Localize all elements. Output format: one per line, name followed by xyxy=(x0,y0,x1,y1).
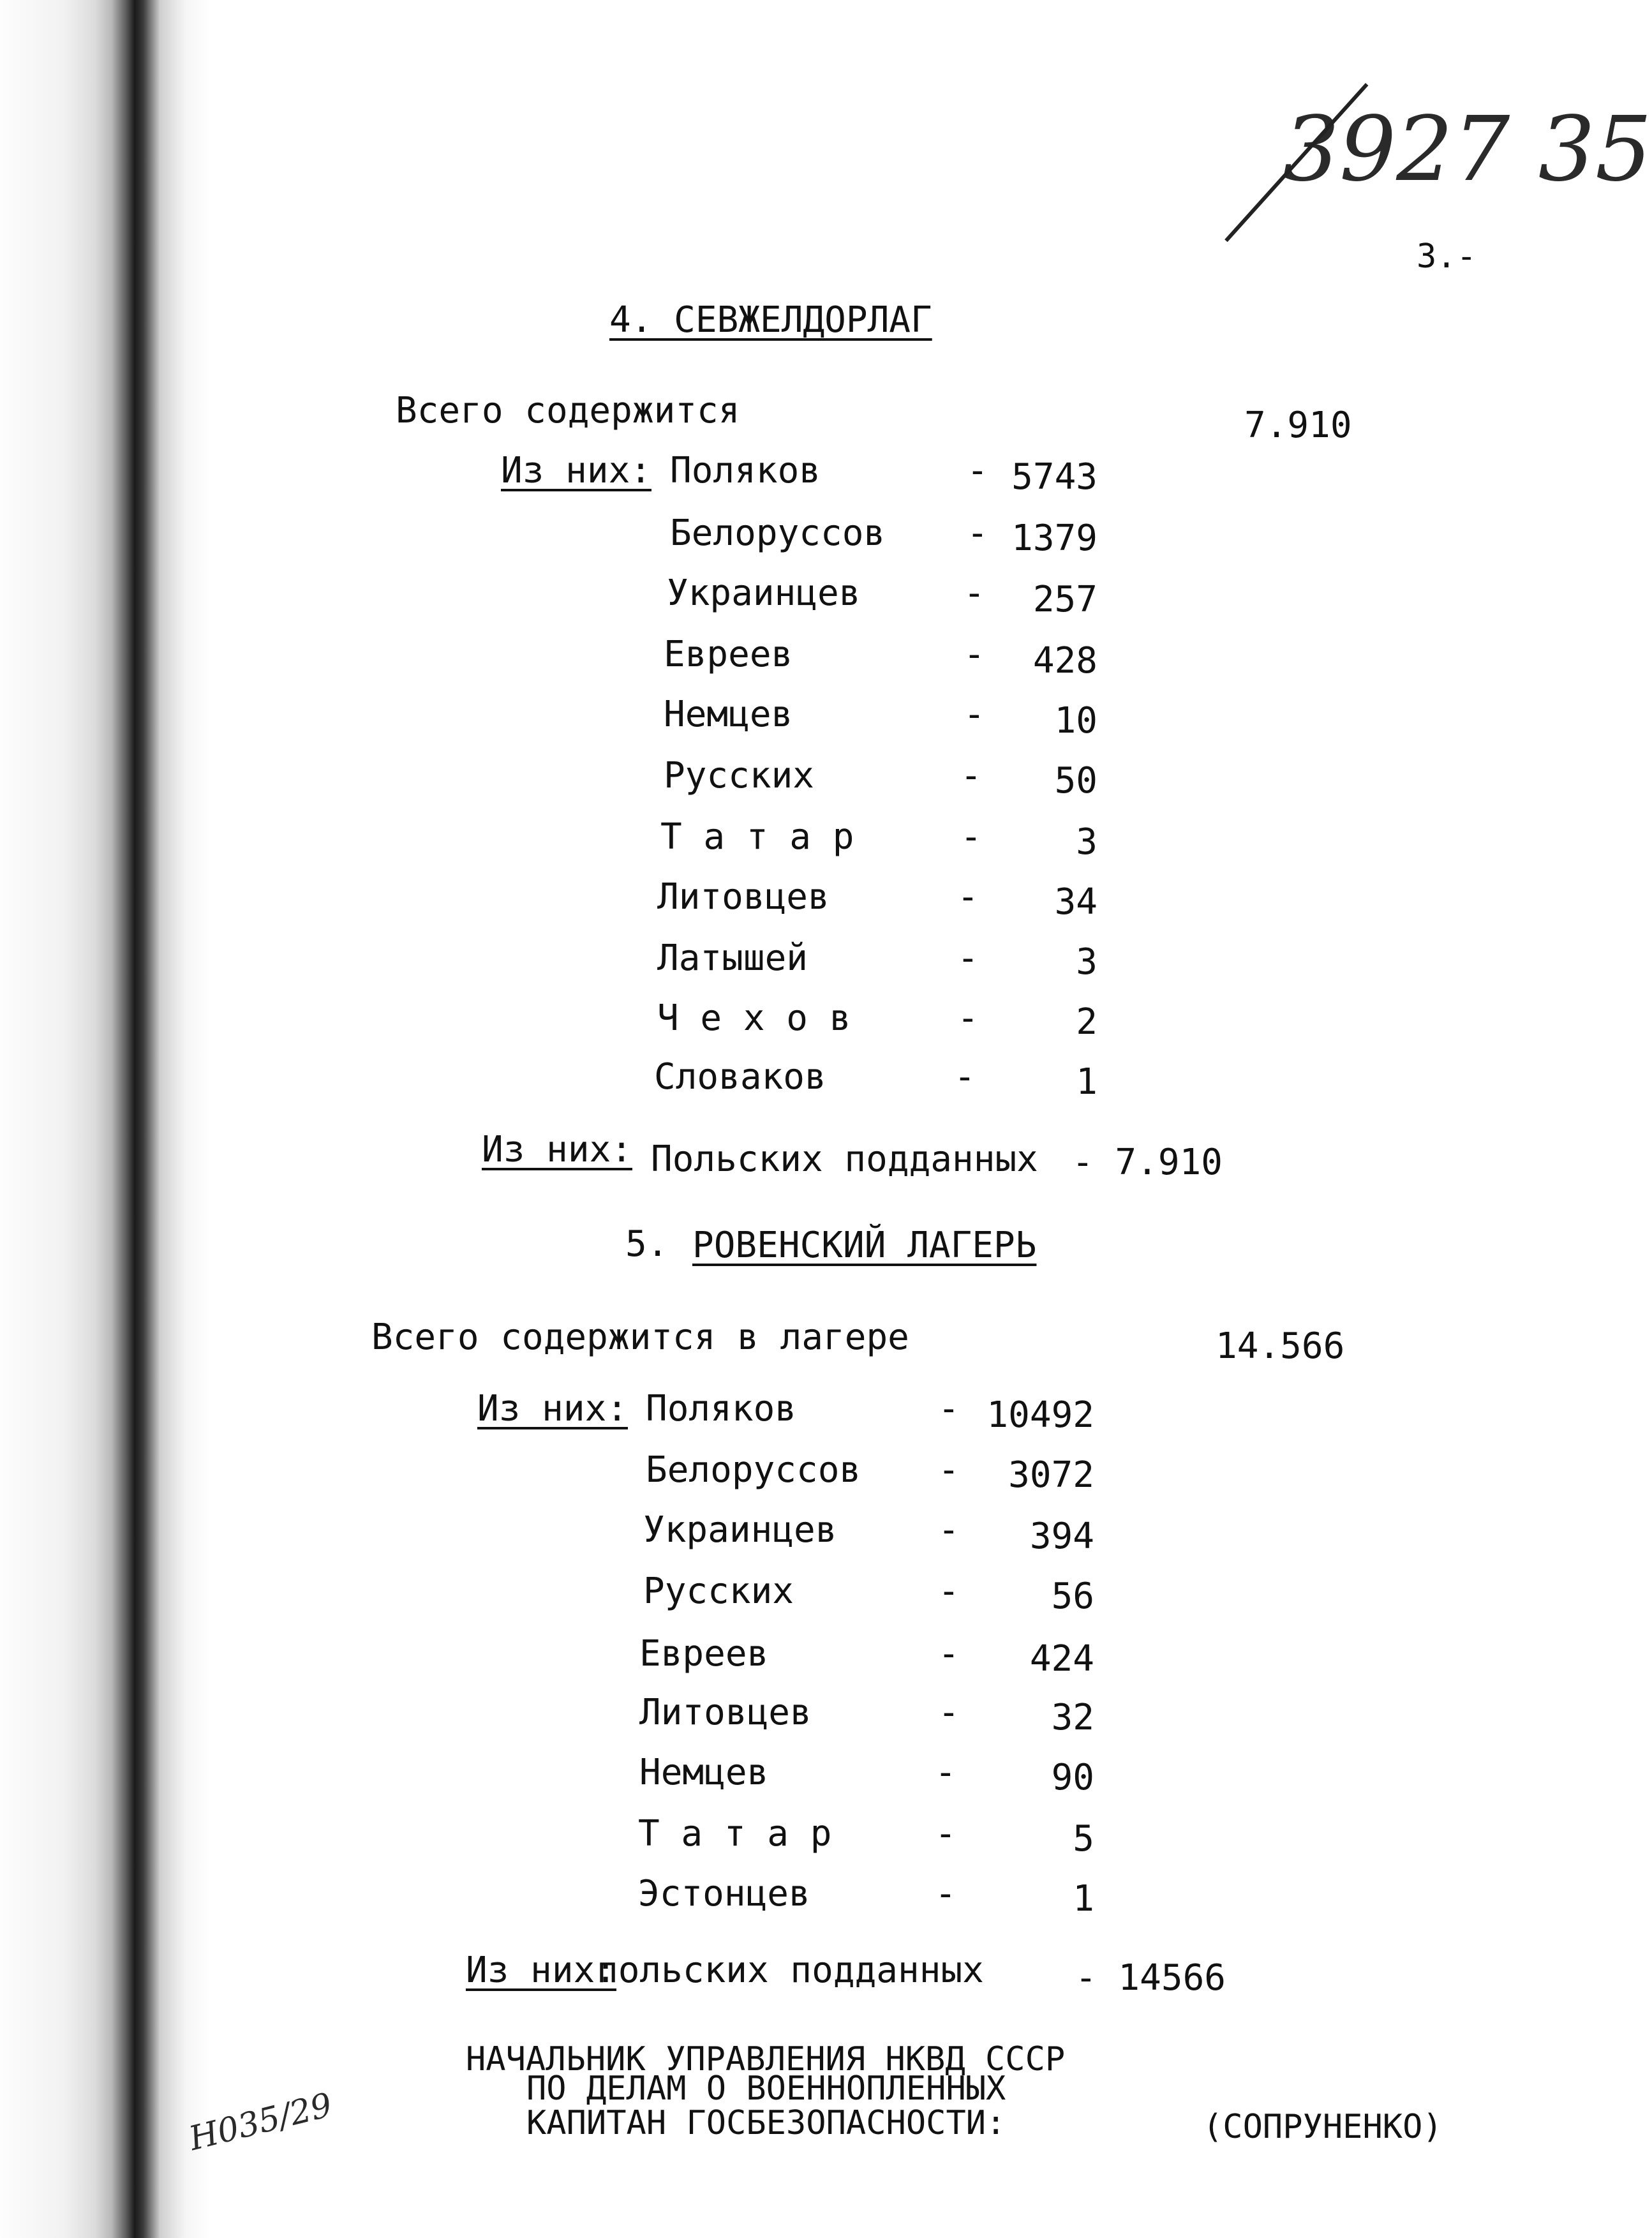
section5-row-dash: - xyxy=(938,1633,960,1675)
section5-row-value: 394 xyxy=(1029,1516,1094,1557)
section5-total-label: Всего содержится в лагере xyxy=(371,1317,909,1358)
section5-row-dash: - xyxy=(935,1752,956,1793)
section5-row-name: Украинцев xyxy=(643,1509,837,1551)
section5-row-name: Белоруссов xyxy=(646,1449,861,1491)
section5-row-dash: - xyxy=(935,1873,956,1914)
section4-row-dash: - xyxy=(964,694,985,735)
section5-row-name: Литовцев xyxy=(639,1692,812,1733)
section4-row-value: 3 xyxy=(1076,941,1098,983)
section4-row-dash: - xyxy=(957,997,979,1039)
section5-breakdown-label: Из них: xyxy=(477,1388,629,1429)
section4-row-value: 1 xyxy=(1076,1061,1098,1103)
section4-row-dash: - xyxy=(957,876,979,918)
section4-row-value: 2 xyxy=(1076,1001,1098,1043)
section5-citizens-value: - 14566 xyxy=(1075,1957,1226,1999)
section5-row-value: 56 xyxy=(1051,1576,1094,1617)
handwritten-footer-note: H035/29 xyxy=(185,2085,336,2159)
section4-row-dash: - xyxy=(964,634,985,675)
section4-total-label: Всего содержится xyxy=(396,390,740,431)
section4-citizens-text: Польских подданных xyxy=(651,1138,1038,1180)
section4-row-name: Ч е х о в xyxy=(657,997,851,1039)
section5-row-name: Поляков xyxy=(646,1388,797,1429)
section4-row-value: 5743 xyxy=(1011,456,1098,498)
page-number: 3.- xyxy=(1417,237,1477,276)
section4-row-name: Словаков xyxy=(654,1056,826,1098)
signature-line-3: КАПИТАН ГОСБЕЗОПАСНОСТИ: xyxy=(526,2104,1006,2142)
section4-heading: 4. СЕВЖЕЛДОРЛАГ xyxy=(609,299,932,341)
section5-row-value: 5 xyxy=(1073,1818,1094,1860)
section4-row-dash: - xyxy=(964,572,985,614)
section5-row-value: 1 xyxy=(1073,1878,1094,1920)
signature-name: (СОПРУНЕНКО) xyxy=(1203,2108,1443,2146)
section4-row-name: Белоруссов xyxy=(670,512,886,554)
section4-row-dash: - xyxy=(967,512,988,554)
section4-row-value: 10 xyxy=(1054,700,1098,742)
section4-row-name: Литовцев xyxy=(657,876,830,918)
section5-row-value: 10492 xyxy=(986,1394,1094,1436)
section5-heading-number: 5. xyxy=(625,1223,669,1265)
section5-row-name: Т а т а р xyxy=(638,1813,832,1854)
signature-line-1: НАЧАЛЬНИК УПРАВЛЕНИЯ НКВД СССР xyxy=(466,2040,1066,2078)
section4-row-name: Русских xyxy=(664,755,815,796)
section4-breakdown-label: Из них: xyxy=(501,450,652,491)
section5-row-name: Евреев xyxy=(639,1633,769,1675)
section4-row-name: Поляков xyxy=(670,450,821,491)
section5-row-dash: - xyxy=(938,1388,960,1429)
section4-citizens-label: Из них: xyxy=(482,1129,633,1170)
section4-row-dash: - xyxy=(960,755,982,796)
section5-row-dash: - xyxy=(938,1509,960,1551)
section5-citizens-label: Из них: xyxy=(466,1950,617,1991)
section4-row-dash: - xyxy=(967,450,988,491)
section4-row-name: Т а т а р xyxy=(660,816,854,858)
section4-row-value: 1379 xyxy=(1011,518,1098,559)
section4-row-value: 34 xyxy=(1054,881,1098,923)
section5-row-name: Эстонцев xyxy=(638,1873,810,1914)
handwritten-folio-number: 3927 35 xyxy=(1283,98,1652,202)
section5-row-name: Немцев xyxy=(639,1752,769,1793)
section5-row-value: 3072 xyxy=(1008,1454,1094,1496)
section5-citizens-text: польских подданных xyxy=(597,1950,984,1991)
section4-row-name: Латышей xyxy=(657,937,808,979)
section4-row-value: 3 xyxy=(1076,821,1098,863)
section4-citizens-value: - 7.910 xyxy=(1072,1142,1223,1183)
section5-row-dash: - xyxy=(938,1449,960,1491)
section4-row-dash: - xyxy=(957,937,979,979)
section4-row-value: 50 xyxy=(1054,760,1098,802)
section4-total-value: 7.910 xyxy=(1244,405,1352,446)
section5-row-name: Русских xyxy=(643,1570,794,1612)
section5-row-dash: - xyxy=(938,1692,960,1733)
section4-row-dash: - xyxy=(960,816,982,858)
section4-row-dash: - xyxy=(954,1056,976,1098)
section5-row-dash: - xyxy=(935,1813,956,1854)
section5-row-value: 32 xyxy=(1051,1697,1094,1738)
section5-row-dash: - xyxy=(938,1570,960,1612)
section5-row-value: 90 xyxy=(1051,1757,1094,1798)
section4-row-name: Немцев xyxy=(664,694,793,735)
book-binding-shadow xyxy=(0,0,211,2238)
section4-row-value: 428 xyxy=(1032,640,1098,682)
section4-row-name: Евреев xyxy=(664,634,793,675)
section4-row-name: Украинцев xyxy=(667,572,861,614)
section4-row-value: 257 xyxy=(1032,579,1098,620)
section5-row-value: 424 xyxy=(1029,1638,1094,1680)
signature-line-2: ПО ДЕЛАМ О ВОЕННОПЛЕННЫХ xyxy=(526,2070,1006,2108)
section5-heading: РОВЕНСКИЙ ЛАГЕРЬ xyxy=(692,1225,1037,1266)
section5-total-value: 14.566 xyxy=(1216,1325,1345,1367)
